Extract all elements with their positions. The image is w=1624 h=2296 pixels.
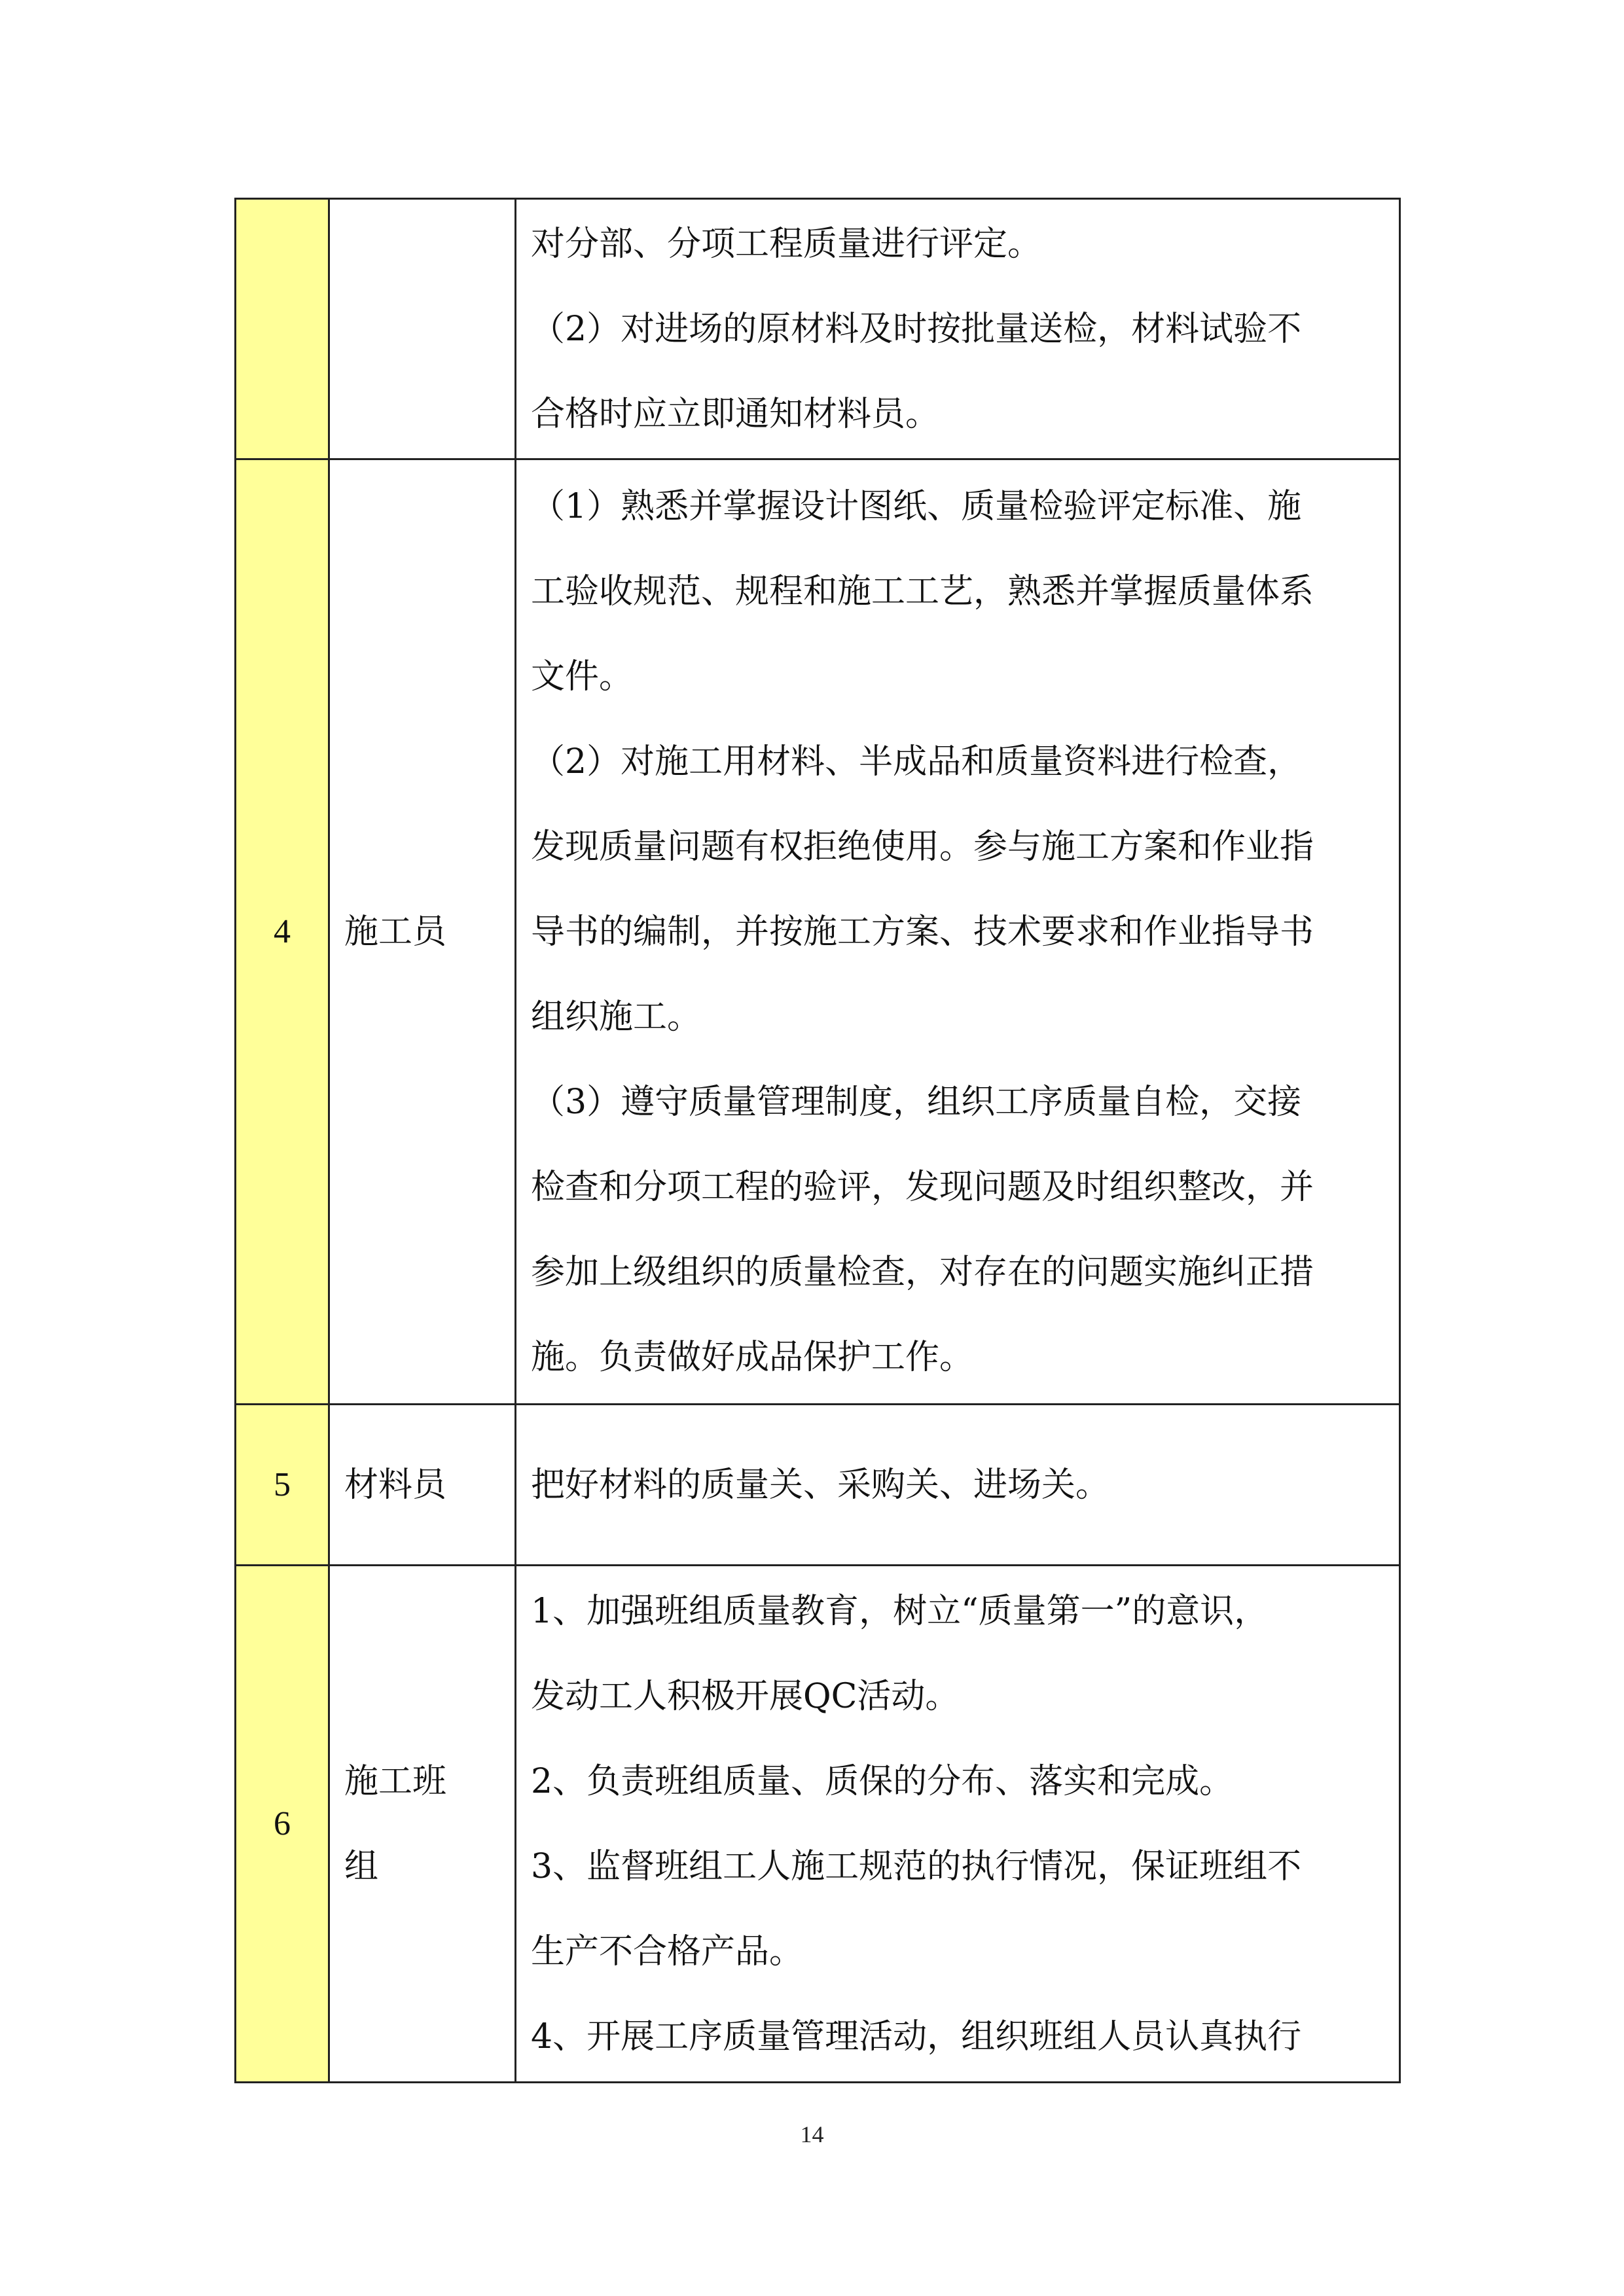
duty-line: 导书的编制，并按施工方案、技术要求和作业指导书 bbox=[531, 912, 1314, 952]
duty-line: 发动工人积极开展QC活动。 bbox=[531, 1676, 960, 1716]
row-number-cell: 5 bbox=[236, 1405, 329, 1566]
duty-line: 检查和分项工程的验评，发现问题及时组织整改，并 bbox=[531, 1167, 1314, 1207]
role-label: 材料员 bbox=[344, 1465, 447, 1505]
duty-line: 合格时应立即通知材料员。 bbox=[531, 394, 940, 434]
duty-line: 对分部、分项工程质量进行评定。 bbox=[531, 224, 1042, 264]
role-cell bbox=[329, 1405, 516, 1566]
duty-line: 3、监督班组工人施工规范的执行情况，保证班组不 bbox=[531, 1846, 1302, 1886]
table-row bbox=[236, 459, 1400, 1405]
role-cell bbox=[329, 1566, 516, 2083]
row-number-cell: 4 bbox=[236, 459, 329, 1405]
duty-line: （2）对进场的原材料及时按批量送检，材料试验不 bbox=[531, 309, 1302, 349]
duty-line: 2、负责班组质量、质保的分布、落实和完成。 bbox=[531, 1761, 1234, 1801]
duty-line: 生产不合格产品。 bbox=[531, 1931, 804, 1971]
duty-line: 工验收规范、规程和施工工艺，熟悉并掌握质量体系 bbox=[531, 571, 1314, 611]
table-row bbox=[236, 1405, 1400, 1566]
role-label: 施工班 组 bbox=[344, 1761, 447, 1886]
duty-line: 参加上级组织的质量检查，对存在的问题实施纠正措 bbox=[531, 1252, 1314, 1292]
row-number-cell bbox=[236, 199, 329, 459]
role-cell bbox=[329, 459, 516, 1405]
duty-cell bbox=[516, 199, 1400, 459]
duty-line: 把好材料的质量关、采购关、进场关。 bbox=[531, 1465, 1110, 1505]
duty-line: 组织施工。 bbox=[531, 997, 702, 1037]
role-label: 施工员 bbox=[344, 912, 447, 952]
duty-cell bbox=[516, 1405, 1400, 1566]
duty-line: 发现质量问题有权拒绝使用。参与施工方案和作业指 bbox=[531, 827, 1314, 867]
duty-line: 1、加强班组质量教育，树立“质量第一”的意识， bbox=[531, 1591, 1269, 1631]
page-number: 14 bbox=[800, 2121, 824, 2147]
table-row bbox=[236, 1566, 1400, 2083]
quality-duty-table bbox=[234, 198, 1401, 2083]
row-number-cell: 6 bbox=[236, 1566, 329, 2083]
duty-line: （2）对施工用材料、半成品和质量资料进行检查， bbox=[531, 742, 1302, 781]
role-cell bbox=[329, 199, 516, 459]
duty-cell bbox=[516, 1566, 1400, 2083]
duty-line: 文件。 bbox=[531, 656, 634, 696]
duty-line: 施。负责做好成品保护工作。 bbox=[531, 1337, 974, 1377]
duty-line: （3）遵守质量管理制度，组织工序质量自检，交接 bbox=[531, 1082, 1302, 1122]
table-row bbox=[236, 199, 1400, 459]
duty-line: 4、开展工序质量管理活动，组织班组人员认真执行 bbox=[531, 2017, 1302, 2056]
duty-cell bbox=[516, 459, 1400, 1405]
duty-line: （1）熟悉并掌握设计图纸、质量检验评定标准、施 bbox=[531, 486, 1302, 526]
